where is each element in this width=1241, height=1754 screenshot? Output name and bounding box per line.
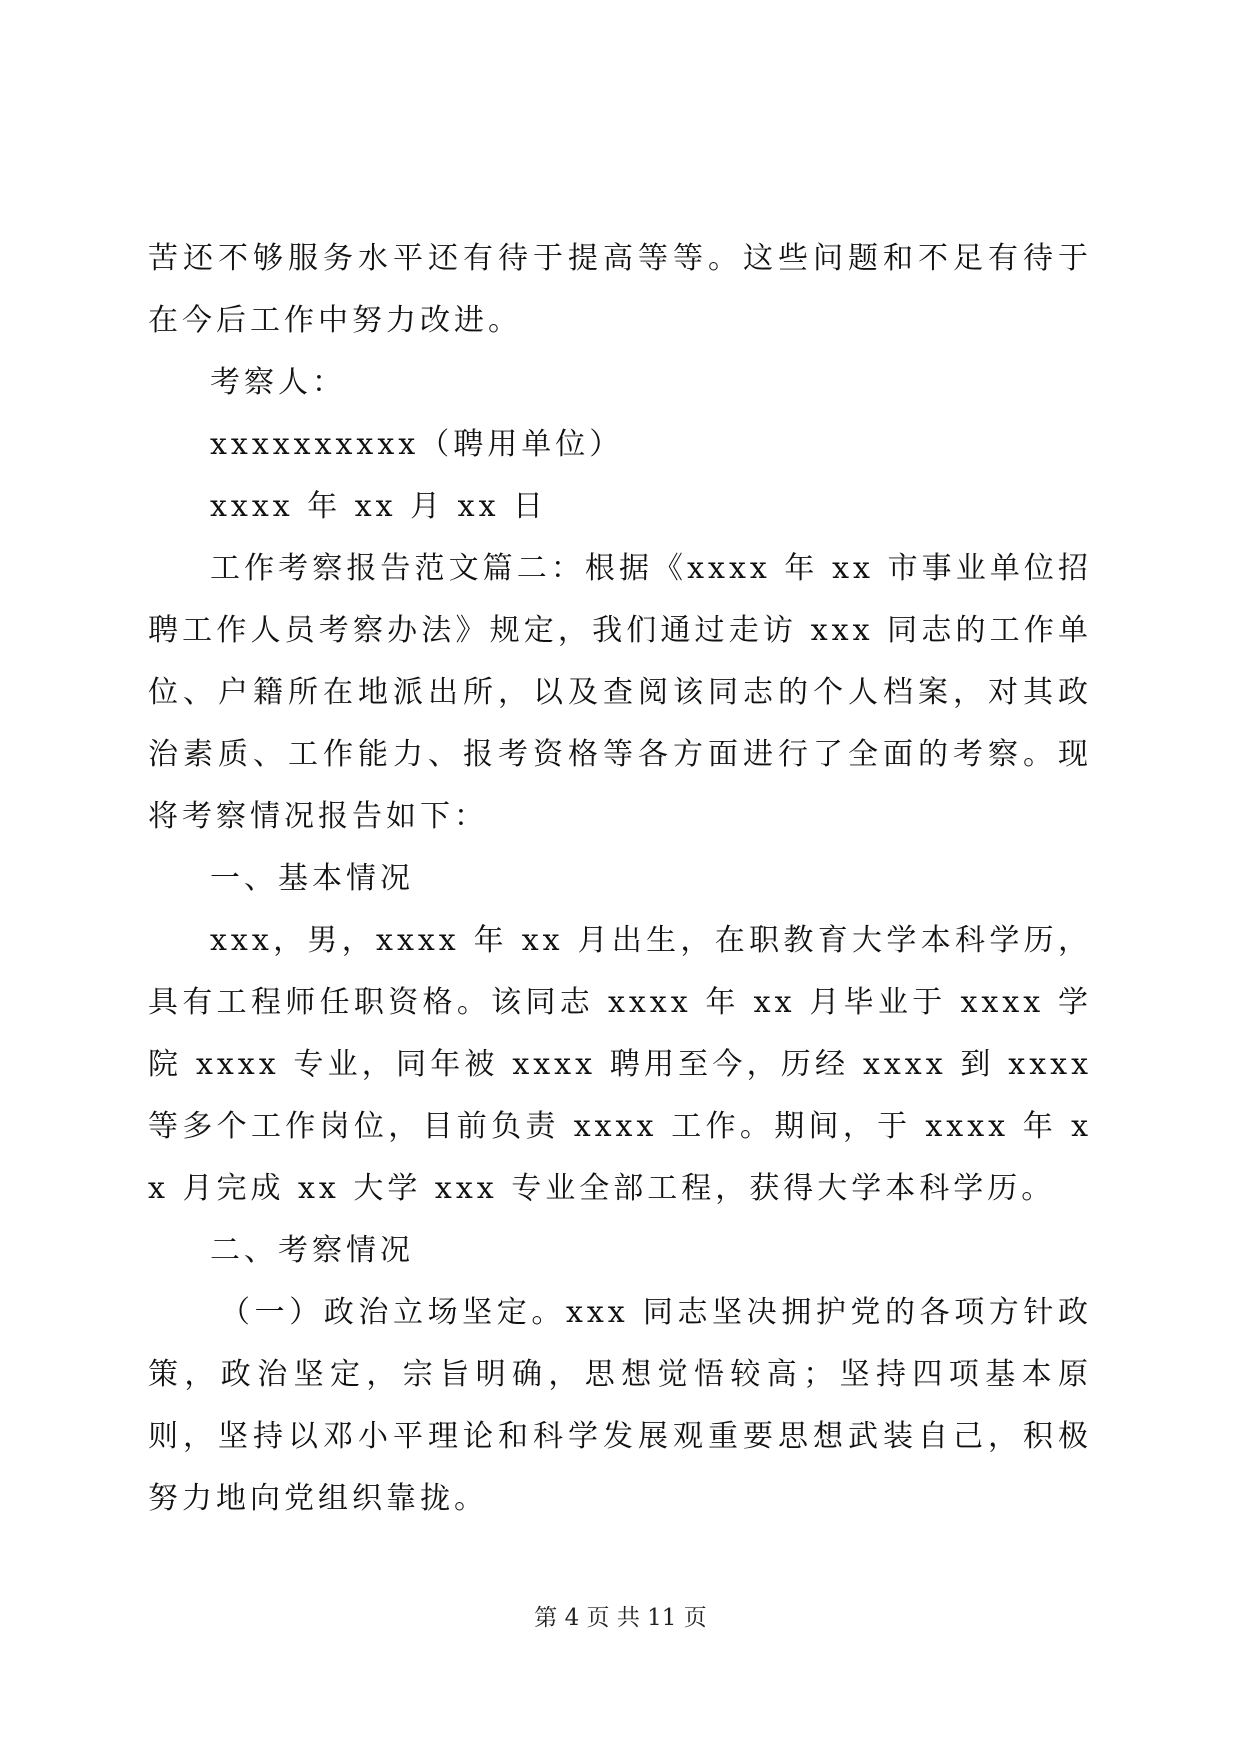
section-heading-basic-info: 一、基本情况: [210, 861, 414, 896]
paragraph-inspector-label: 考察人：: [210, 365, 346, 400]
paragraph-date: xxxx 年 xx 月 xx 日: [210, 489, 548, 524]
page-number-footer: 第 4 页 共 11 页: [534, 1605, 707, 1631]
paragraph-political-stance: （一）政治立场坚定。xxx 同志坚决拥护党的各项方针政策，政治坚定，宗旨明确，思想觉悟较高；坚持四项基本原则，坚持以邓小平理论和科学发展观重要思想武装自己，积极努力地向党组织靠拢。: [148, 1295, 1092, 1516]
document-body: [148, 228, 1092, 1530]
paragraph-continuation: 苦还不够服务水平还有待于提高等等。这些问题和不足有待于在今后工作中努力改进。: [148, 241, 1092, 338]
paragraph-employer: xxxxxxxxxx（聘用单位）: [210, 427, 624, 462]
paragraph-basic-info: xxx，男，xxxx 年 xx 月出生，在职教育大学本科学历，具有工程师任职资格。该同志 xxxx 年 xx 月毕业于 xxxx 学院 xxxx 专业，同年被 xxxx 聘用至今，历经 xxxx 到 xxxx 等多个工作岗位，目前负责 xxxx 工作。期间，于 xxxx 年 xx 月完成 xx 大学 xxx 专业全部工程，获得大学本科学历。: [148, 923, 1092, 1206]
section-heading-inspection: 二、考察情况: [210, 1233, 414, 1268]
paragraph-report-intro: 工作考察报告范文篇二：根据《xxxx 年 xx 市事业单位招聘工作人员考察办法》规定，我们通过走访 xxx 同志的工作单位、户籍所在地派出所，以及查阅该同志的个人档案，对其政治素质、工作能力、报考资格等各方面进行了全面的考察。现将考察情况报告如下：: [148, 551, 1092, 834]
